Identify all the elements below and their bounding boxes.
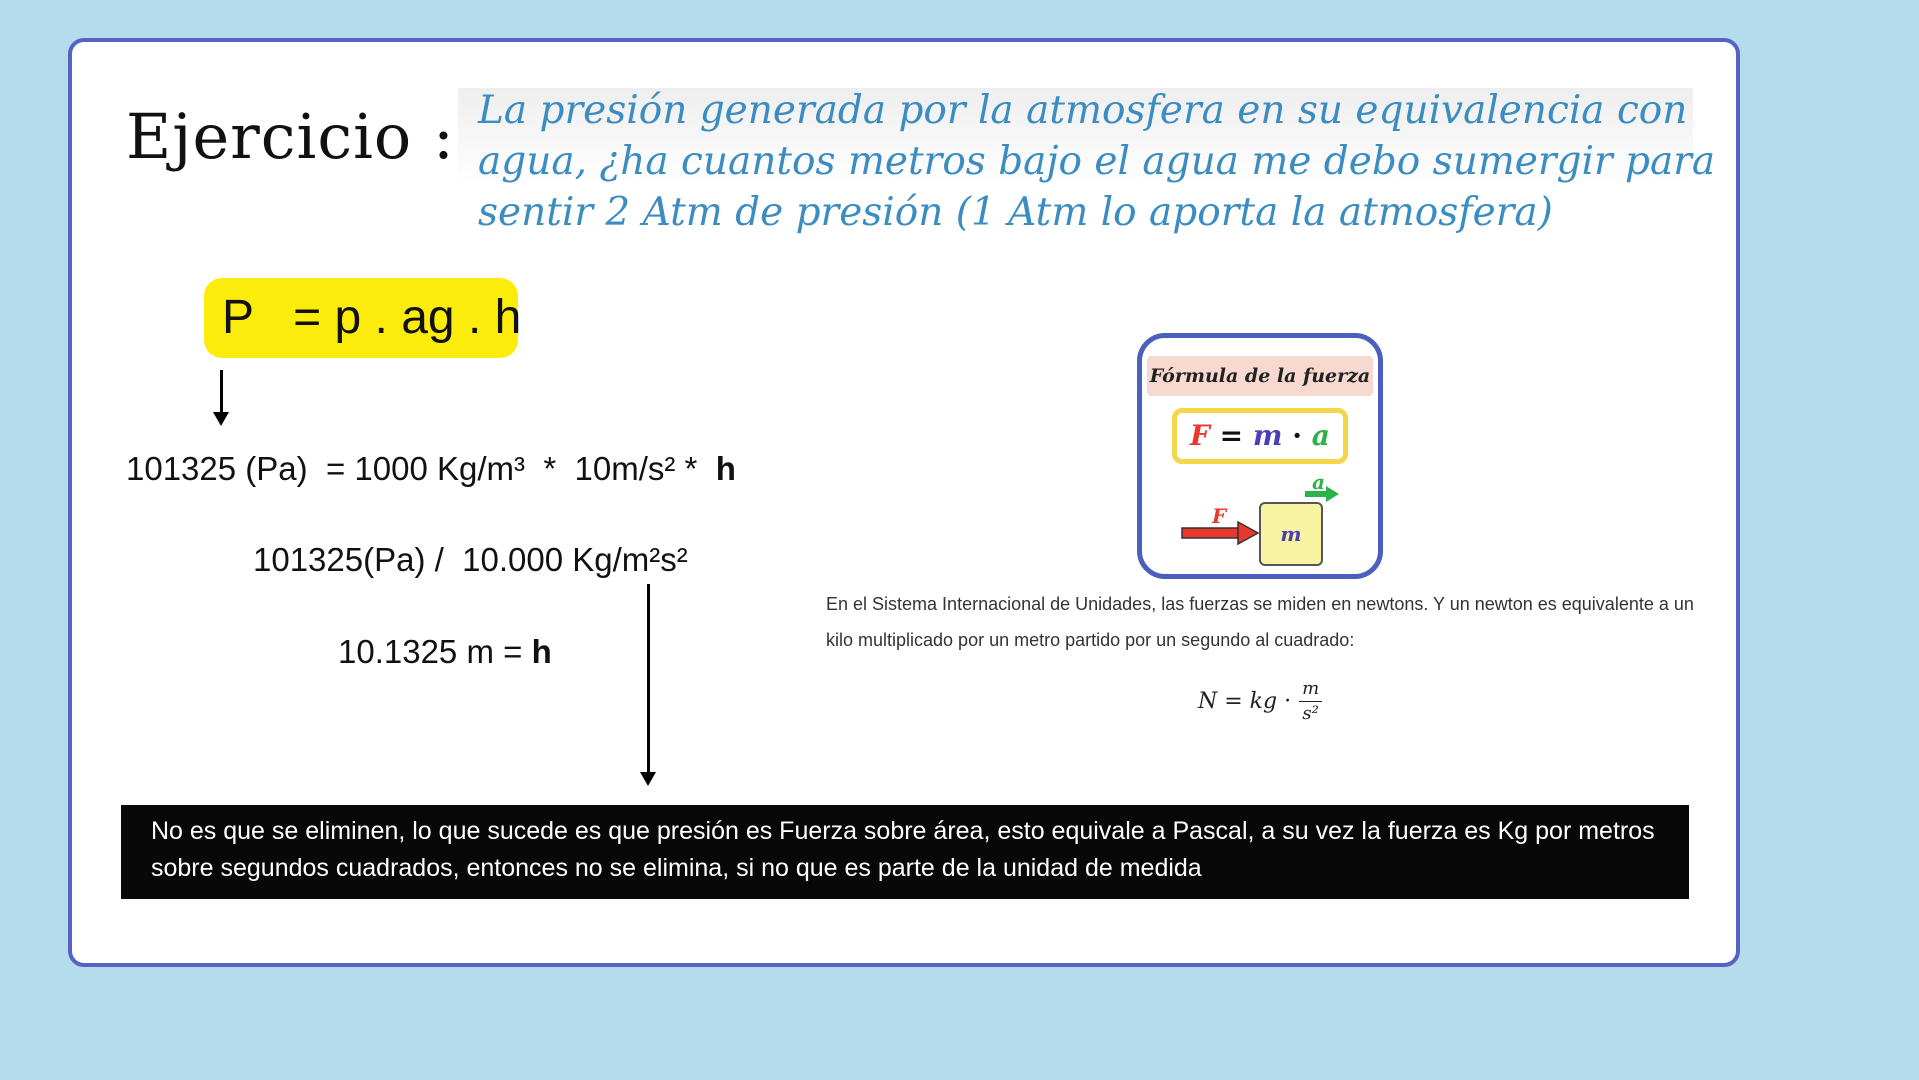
formula-a: a [1311,419,1330,452]
arrow-down-long-head [640,772,656,786]
pressure-formula: P = p . ag . h [222,291,522,344]
formula-m: m [1252,419,1283,452]
mass-block: m [1259,502,1323,566]
question-line-3: sentir 2 Atm de presión (1 Atm lo aporta la atmosfera) [478,190,1553,235]
si-units-paragraph: En el Sistema Internacional de Unidades, las fuerzas se miden en newtons. Y un newton es equivalente a un kilo multiplicado por un metro partido por un segundo al cuadrado: [826,594,1694,650]
force-label: F [1212,504,1227,528]
newton-denominator: s² [1302,703,1319,724]
equation-line-2: 101325(Pa) / 10.000 Kg/m²s² [253,541,688,578]
newton-fraction [1299,677,1322,726]
formula-f: F [1190,419,1210,452]
equation-line-1 [126,450,736,488]
newton-lhs: N = kg · [1198,689,1292,714]
newton-numerator: m [1299,677,1322,702]
arrow-down-long [647,584,650,776]
formula-equals: = [1209,419,1253,452]
newton-formula [1198,677,1322,726]
arrow-down-short-head [213,412,229,426]
equation-line-1-text: 101325 (Pa) = 1000 Kg/m³ * 10m/s² * [126,450,716,487]
force-card-header: Fórmula de la fuerza [1147,356,1373,396]
equation-line-3 [338,633,552,671]
equation-line-3-text: 10.1325 m = [338,633,532,670]
question-line-1: La presión generada por la atmosfera en su equivalencia con [478,88,1688,133]
caption-bar: No es que se eliminen, lo que sucede es que presión es Fuerza sobre área, esto equivale a Pascal, a su vez la fuerza es Kg por metros sobre segundos cuadrados, entonces no se elimina, si no que es parte de la unidad de medida [121,805,1689,899]
equation-line-3-h: h [531,633,552,670]
exercise-title: Ejercicio : [126,100,455,173]
acceleration-label: a [1312,470,1325,494]
arrow-down-short [220,370,223,414]
force-formula-box [1172,408,1348,464]
question-line-2: agua, ¿ha cuantos metros bajo el agua me debo sumergir para [478,139,1716,184]
equation-line-1-h: h [715,450,736,487]
formula-dot: · [1282,419,1312,452]
